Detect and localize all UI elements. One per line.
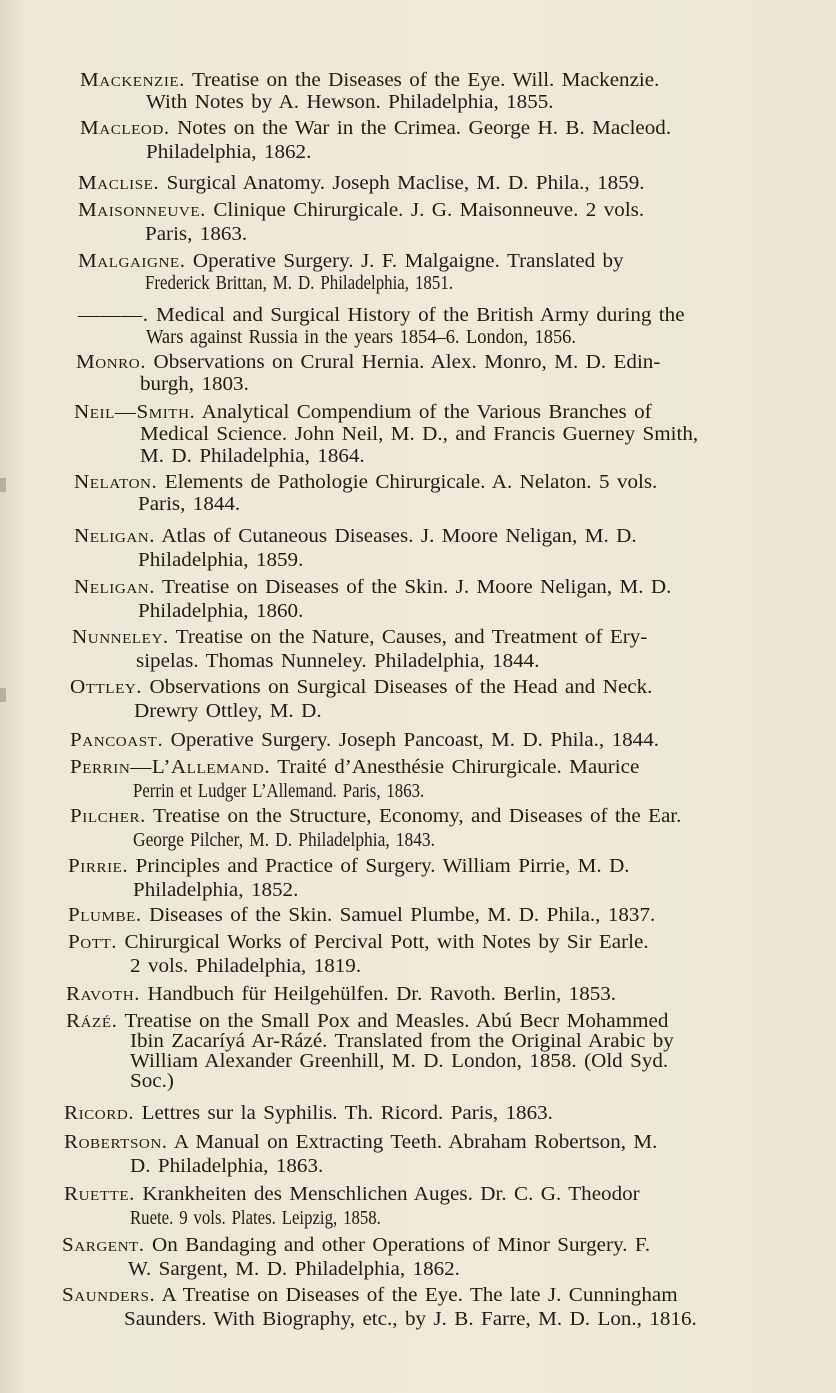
entry-author-heading: Pilcher. — [70, 806, 146, 827]
entry-text: On Bandaging and other Operations of Minor Surgery. F. — [152, 1235, 651, 1256]
entry-continuation-line — [130, 1071, 174, 1093]
entry-first-line — [78, 251, 624, 273]
entry-continuation-line — [138, 494, 240, 516]
entry-text: Treatise on the Nature, Causes, and Treatment of Ery- — [175, 627, 648, 648]
entry-text: 2 vols. Philadelphia, 1819. — [130, 956, 362, 977]
entry-text: A Manual on Extracting Teeth. Abraham Robertson, M. — [173, 1132, 658, 1153]
entry-author-heading: Macleod. — [80, 118, 170, 139]
entry-author-heading: Malgaigne. — [78, 251, 186, 272]
entry-text: Atlas of Cutaneous Diseases. J. Moore Neligan, M. D. — [161, 526, 637, 547]
entry-text: W. Sargent, M. D. Philadelphia, 1862. — [128, 1259, 460, 1280]
entry-text: Treatise on the Structure, Economy, and Diseases of the Ear. — [152, 806, 682, 827]
entry-first-line — [74, 577, 671, 599]
entry-author-heading: Pancoast. — [70, 730, 164, 751]
entry-text: Philadelphia, 1859. — [138, 550, 304, 571]
entry-author-heading: Pirrie. — [68, 856, 129, 877]
entry-text: Ruete. 9 vols. Plates. Leipzig, 1858. — [130, 1208, 381, 1229]
entry-continuation-line — [130, 956, 361, 978]
entry-text: Lettres sur la Syphilis. Th. Ricord. Paris, 1863. — [141, 1103, 553, 1124]
entry-text: Saunders. With Biography, etc., by J. B. Farre, M. D. Lon., 1816. — [124, 1309, 697, 1330]
entry-author-heading: Ricord. — [64, 1103, 135, 1124]
entry-first-line — [62, 1235, 650, 1257]
entry-text: Notes on the War in the Crimea. George H. B. Macleod. — [177, 118, 672, 139]
entry-first-line — [70, 757, 639, 779]
entry-continuation-line — [134, 701, 322, 723]
entry-first-line — [64, 1184, 640, 1206]
entry-text: Elements de Pathologie Chirurgicale. A. Nelaton. 5 vols. — [164, 472, 658, 493]
entry-text: A Treatise on Diseases of the Eye. The late J. Cunningham — [161, 1285, 678, 1306]
entry-author-heading: Ravoth. — [66, 984, 141, 1005]
entry-continuation-line — [133, 880, 298, 902]
entry-text: Frederick Brittan, M. D. Philadelphia, 1851. — [145, 273, 453, 294]
entry-text: Philadelphia, 1852. — [133, 880, 299, 901]
entry-text: Wars against Russia in the years 1854–6. London, 1856. — [146, 327, 577, 348]
entry-text: Medical and Surgical History of the British Army during the — [156, 305, 685, 326]
entry-text: Traité d’Anesthésie Chirurgicale. Maurice — [277, 757, 640, 778]
entry-text: Operative Surgery. J. F. Malgaigne. Translated by — [192, 251, 624, 272]
entry-text: Operative Surgery. Joseph Pancoast, M. D. Phila., 1844. — [170, 730, 660, 751]
entry-author-heading: Nelaton. — [74, 472, 158, 493]
entry-text: Paris, 1844. — [138, 494, 241, 515]
entry-continuation-line — [140, 374, 249, 396]
entry-author-heading: Maclise. — [78, 173, 160, 194]
entry-first-line — [78, 200, 644, 222]
page-edge-mark — [0, 688, 6, 702]
entry-text: Handbuch für Heilgehülfen. Dr. Ravoth. Berlin, 1853. — [147, 984, 617, 1005]
entry-text: Medical Science. John Neil, M. D., and Francis Guerney Smith, — [140, 424, 699, 445]
entry-author-heading: Sargent. — [62, 1235, 145, 1256]
entry-text: Krankheiten des Menschlichen Auges. Dr. C. G. Theodor — [142, 1184, 640, 1205]
entry-first-line — [70, 730, 659, 752]
entry-continuation-line — [145, 273, 453, 295]
entry-first-line — [74, 402, 652, 424]
entry-text: burgh, 1803. — [140, 374, 249, 395]
entry-text: Observations on Surgical Diseases of the Head and Neck. — [149, 677, 653, 698]
entry-first-line — [74, 526, 637, 548]
entry-first-line — [64, 1132, 657, 1154]
entry-first-line — [78, 305, 685, 327]
entry-continuation-line — [138, 550, 303, 572]
entry-author-heading: Neligan. — [74, 526, 156, 547]
entry-text: William Alexander Greenhill, M. D. London, 1858. (Old Syd. — [130, 1051, 669, 1072]
entry-text: M. D. Philadelphia, 1864. — [140, 446, 365, 467]
entry-author-heading: Neligan. — [74, 577, 156, 598]
entry-first-line — [68, 856, 630, 878]
entry-text: Perrin et Ludger L’Allemand. Paris, 1863. — [133, 781, 425, 802]
entry-text: Drewry Ottley, M. D. — [134, 701, 322, 722]
entry-author-heading: Nunneley. — [72, 627, 169, 648]
entry-continuation-line — [133, 781, 424, 803]
entry-text: Soc.) — [130, 1071, 174, 1092]
entry-first-line — [64, 1103, 553, 1125]
entry-author-heading: Pott. — [68, 932, 118, 953]
entry-continuation-line — [130, 1051, 668, 1073]
entry-first-line — [66, 984, 616, 1006]
entry-first-line — [70, 677, 652, 699]
entry-first-line — [62, 1285, 678, 1307]
entry-first-line — [76, 352, 660, 374]
entry-continuation-line — [124, 1309, 697, 1331]
entry-text: George Pilcher, M. D. Philadelphia, 1843. — [133, 830, 435, 851]
page-edge-mark — [0, 478, 6, 492]
entry-continuation-line — [136, 651, 539, 673]
entry-continuation-line — [130, 1208, 381, 1230]
entry-author-heading: Monro. — [76, 352, 147, 373]
entry-text: Treatise on Diseases of the Skin. J. Moore Neligan, M. D. — [162, 577, 672, 598]
entry-author-heading: Robertson. — [64, 1132, 168, 1153]
entry-first-line — [72, 627, 647, 649]
entry-author-heading: Plumbe. — [68, 905, 142, 926]
entry-author-heading: Saunders. — [62, 1285, 156, 1306]
entry-text: Treatise on the Diseases of the Eye. Will. Mackenzie. — [192, 70, 660, 91]
entry-author-heading: Perrin—L’Allemand. — [70, 757, 271, 778]
entry-continuation-line — [146, 327, 576, 349]
entry-author-heading: Maisonneuve. — [78, 200, 206, 221]
entry-first-line — [78, 173, 644, 195]
entry-text: Paris, 1863. — [145, 224, 248, 245]
entry-text: With Notes by A. Hewson. Philadelphia, 1855. — [146, 92, 554, 113]
entry-author-heading: Rázé. — [66, 1011, 118, 1032]
entry-first-line — [70, 806, 681, 828]
entry-continuation-line — [130, 1031, 674, 1053]
entry-author-heading: Ottley. — [70, 677, 143, 698]
entry-continuation-line — [130, 1156, 323, 1178]
entry-continuation-line — [140, 424, 698, 446]
entry-text: Philadelphia, 1862. — [146, 142, 312, 163]
entry-text: sipelas. Thomas Nunneley. Philadelphia, 1844. — [136, 651, 540, 672]
entry-continuation-line — [133, 830, 435, 852]
entry-continuation-line — [146, 142, 311, 164]
entry-text: Diseases of the Skin. Samuel Plumbe, M. D. Phila., 1837. — [149, 905, 656, 926]
entry-first-line — [68, 905, 655, 927]
entry-text: Observations on Crural Hernia. Alex. Monro, M. D. Edin- — [153, 352, 661, 373]
entry-author-heading: Neil—Smith. — [74, 402, 196, 423]
entry-continuation-line — [128, 1259, 460, 1281]
entry-text: Philadelphia, 1860. — [138, 601, 304, 622]
entry-text: Chirurgical Works of Percival Pott, with Notes by Sir Earle. — [124, 932, 649, 953]
entry-text: D. Philadelphia, 1863. — [130, 1156, 324, 1177]
entry-continuation-line — [138, 601, 303, 623]
entry-first-line — [74, 472, 657, 494]
entry-continuation-line — [145, 224, 247, 246]
entry-author-heading: Ruette. — [64, 1184, 135, 1205]
entry-author-heading: Mackenzie. — [80, 70, 185, 91]
entry-text: Analytical Compendium of the Various Branches of — [201, 402, 652, 423]
entry-first-line — [80, 70, 659, 92]
entry-text: Surgical Anatomy. Joseph Maclise, M. D. Phila., 1859. — [166, 173, 645, 194]
entry-continuation-line — [140, 446, 365, 468]
entry-text: Treatise on the Small Pox and Measles. Abú Becr Mohammed — [124, 1011, 669, 1032]
entry-first-line — [80, 118, 671, 140]
entry-text: Principles and Practice of Surgery. William Pirrie, M. D. — [135, 856, 630, 877]
entry-first-line — [66, 1011, 668, 1033]
entry-text: Clinique Chirurgicale. J. G. Maisonneuve. 2 vols. — [213, 200, 645, 221]
entry-first-line — [68, 932, 649, 954]
entry-text: Ibin Zacaríyá Ar-Rázé. Translated from the Original Arabic by — [130, 1031, 674, 1052]
entry-continuation-line — [146, 92, 554, 114]
entry-author-heading: ———. — [78, 305, 149, 326]
